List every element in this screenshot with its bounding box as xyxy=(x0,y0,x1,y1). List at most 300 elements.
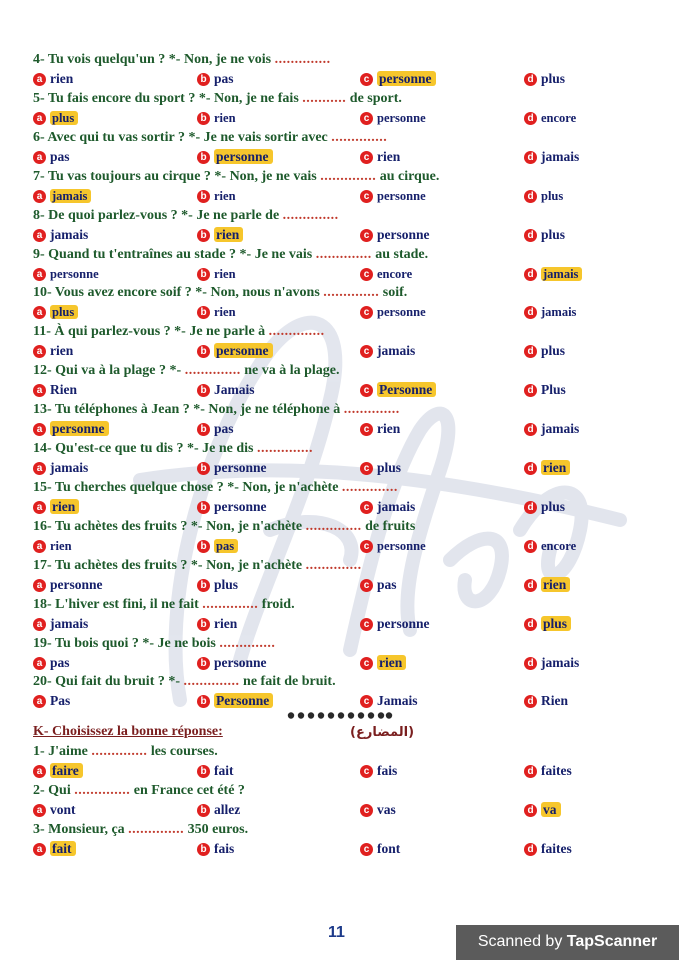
option-letter-badge: d xyxy=(524,765,537,778)
option-letter-badge: a xyxy=(33,229,46,242)
option-text: allez xyxy=(214,802,241,817)
option-letter-badge: d xyxy=(524,462,537,475)
option-text: rien xyxy=(214,615,238,631)
answer-blank: .............. xyxy=(274,52,331,67)
option-c[interactable] xyxy=(360,498,415,516)
question-text: Tu achètes des fruits ? *- Non, je n'achète xyxy=(54,557,306,573)
option-text: plus xyxy=(377,460,402,475)
option-d[interactable] xyxy=(524,840,572,858)
question-text: Tu fais encore du sport ? *- Non, je ne fais xyxy=(47,90,303,106)
answer-blank: .............. xyxy=(184,363,241,379)
option-b[interactable] xyxy=(197,615,237,633)
answer-blank: .............. xyxy=(282,207,339,223)
question-line xyxy=(33,743,218,761)
option-letter-badge: b xyxy=(197,843,210,856)
option-d[interactable] xyxy=(524,187,563,205)
option-text: plus xyxy=(541,188,564,203)
option-letter-badge: c xyxy=(360,695,373,708)
question-text: Qui va à la plage ? *- xyxy=(55,363,185,379)
option-b[interactable] xyxy=(197,537,238,555)
option-c[interactable] xyxy=(360,70,436,88)
question-text-after: au stade. xyxy=(371,246,429,262)
answer-blank: .............. xyxy=(343,402,400,418)
option-text: personne xyxy=(214,498,267,514)
option-d[interactable] xyxy=(524,342,565,360)
option-text: personne xyxy=(377,538,426,553)
option-letter-badge: a xyxy=(33,695,46,708)
question-text: Tu cherches quelque chose ? *- Non, je n'achète xyxy=(54,479,342,495)
option-text-highlighted: pas xyxy=(214,539,238,553)
answer-blank: .............. xyxy=(91,744,148,759)
option-b[interactable] xyxy=(197,342,273,360)
option-text-highlighted: faire xyxy=(50,763,83,778)
option-c[interactable] xyxy=(360,226,430,244)
question-line xyxy=(33,207,339,225)
option-letter-badge: b xyxy=(197,804,210,817)
option-d[interactable] xyxy=(524,692,568,710)
option-letter-badge: d xyxy=(524,384,537,397)
question-number: 8- xyxy=(33,207,45,223)
option-text: rien xyxy=(214,188,236,203)
option-letter-badge: c xyxy=(360,540,373,553)
question-text-after: ne va à la plage. xyxy=(240,363,340,379)
option-letter-badge: b xyxy=(197,73,210,86)
option-letter-badge: d xyxy=(524,579,537,592)
option-b[interactable] xyxy=(197,70,234,88)
answer-blank: .............. xyxy=(305,518,362,534)
option-d[interactable] xyxy=(524,420,579,438)
question-text: À qui parlez-vous ? *- Je ne parle à xyxy=(54,324,269,340)
option-b[interactable] xyxy=(197,381,255,399)
question-number: 17- xyxy=(33,557,52,573)
question-number: 6- xyxy=(33,129,45,145)
option-letter-badge: a xyxy=(33,804,46,817)
option-text: personne xyxy=(214,460,267,475)
option-letter-badge: c xyxy=(360,190,373,203)
scanner-banner xyxy=(456,925,679,960)
option-letter-badge: d xyxy=(524,695,537,708)
question-text-after: ne fait de bruit. xyxy=(239,674,336,690)
question-number: 18- xyxy=(33,596,52,612)
option-letter-badge: b xyxy=(197,151,210,164)
option-a[interactable] xyxy=(33,303,78,321)
option-a[interactable] xyxy=(33,420,109,438)
question-text: Monsieur, ça xyxy=(48,822,129,837)
option-letter-badge: b xyxy=(197,345,210,358)
question-text: Tu vois quelqu'un ? *- Non, je ne vois xyxy=(47,52,275,67)
option-text-highlighted: va xyxy=(541,802,561,817)
question-text: Qui xyxy=(48,783,75,798)
option-letter-badge: c xyxy=(360,462,373,475)
option-a[interactable] xyxy=(33,840,76,858)
question-number: 3- xyxy=(33,822,45,837)
option-letter-badge: a xyxy=(33,540,46,553)
option-b[interactable] xyxy=(197,801,240,819)
option-letter-badge: d xyxy=(524,540,537,553)
section-k-arabic-label: (المضارع) xyxy=(350,725,415,740)
option-text: jamais xyxy=(377,343,416,359)
option-d[interactable] xyxy=(524,801,561,819)
scanner-prefix: Scanned by xyxy=(477,933,567,950)
ornament-divider xyxy=(285,711,395,720)
option-letter-badge: a xyxy=(33,423,46,436)
question-number: 11- xyxy=(33,324,51,340)
question-text: Avec qui tu vas sortir ? *- Je ne vais sortir avec xyxy=(47,129,332,145)
option-letter-badge: a xyxy=(33,765,46,778)
option-b[interactable] xyxy=(197,187,236,205)
option-text: vont xyxy=(50,802,76,817)
option-d[interactable] xyxy=(524,762,572,780)
option-c[interactable] xyxy=(360,187,426,205)
question-line xyxy=(33,90,402,108)
option-text: pas xyxy=(377,576,397,592)
option-c[interactable] xyxy=(360,342,415,360)
option-letter-badge: c xyxy=(360,306,373,319)
option-text: pas xyxy=(50,148,70,164)
option-text: encore xyxy=(541,538,577,553)
question-text-after: au cirque. xyxy=(376,168,440,184)
option-text: jamais xyxy=(50,226,89,242)
question-text: Qui fait du bruit ? *- xyxy=(55,674,184,690)
option-letter-badge: b xyxy=(197,384,210,397)
option-letter-badge: b xyxy=(197,618,210,631)
option-text: rien xyxy=(50,343,74,359)
question-text-after: soif. xyxy=(379,285,408,301)
option-letter-badge: d xyxy=(524,804,537,817)
option-text: Plus xyxy=(541,382,566,398)
option-text-highlighted: plus xyxy=(50,111,78,125)
option-a[interactable] xyxy=(33,109,78,127)
option-b[interactable] xyxy=(197,303,236,321)
option-a[interactable] xyxy=(33,381,77,399)
option-letter-badge: b xyxy=(197,462,210,475)
option-letter-badge: a xyxy=(33,268,46,281)
option-letter-badge: c xyxy=(360,112,373,125)
option-letter-badge: a xyxy=(33,462,46,475)
question-line xyxy=(33,362,339,380)
option-d[interactable] xyxy=(524,615,571,633)
question-text-after: froid. xyxy=(258,596,295,612)
option-text: faites xyxy=(541,763,572,778)
option-letter-badge: b xyxy=(197,765,210,778)
option-text: personne xyxy=(377,226,430,242)
option-a[interactable] xyxy=(33,692,70,710)
option-b[interactable] xyxy=(197,840,234,858)
option-text: encore xyxy=(377,266,413,281)
option-text: fait xyxy=(214,763,234,778)
option-text-highlighted: Personne xyxy=(214,693,273,708)
option-text: plus xyxy=(541,71,566,86)
option-b[interactable] xyxy=(197,148,273,166)
option-text: rien xyxy=(377,148,401,164)
question-line xyxy=(33,440,313,458)
option-c[interactable] xyxy=(360,615,430,633)
option-letter-badge: b xyxy=(197,112,210,125)
option-text-highlighted: rien xyxy=(377,655,406,670)
option-d[interactable] xyxy=(524,654,579,672)
option-c[interactable] xyxy=(360,654,406,672)
question-number: 9- xyxy=(33,246,45,262)
option-a[interactable] xyxy=(33,187,91,205)
question-line xyxy=(33,782,245,800)
option-c[interactable] xyxy=(360,303,426,321)
answer-blank: .............. xyxy=(320,168,377,184)
question-line xyxy=(33,479,398,497)
option-text: jamais xyxy=(377,498,416,514)
option-letter-badge: a xyxy=(33,112,46,125)
option-b[interactable] xyxy=(197,576,238,594)
question-number: 1- xyxy=(33,744,45,759)
question-line xyxy=(33,51,331,69)
option-d[interactable] xyxy=(524,459,570,477)
option-d[interactable] xyxy=(524,381,566,399)
option-a[interactable] xyxy=(33,459,88,477)
option-letter-badge: a xyxy=(33,306,46,319)
option-a[interactable] xyxy=(33,801,76,819)
option-text: plus xyxy=(541,498,566,514)
question-text: Tu bois quoi ? *- Je ne bois xyxy=(54,635,220,651)
option-letter-badge: b xyxy=(197,695,210,708)
option-letter-badge: a xyxy=(33,501,46,514)
question-text-after: les courses. xyxy=(147,744,218,759)
option-text: personne xyxy=(50,266,99,281)
option-letter-badge: c xyxy=(360,151,373,164)
option-c[interactable] xyxy=(360,381,436,399)
question-text-after: 350 euros. xyxy=(184,822,249,837)
option-b[interactable] xyxy=(197,654,267,672)
option-letter-badge: c xyxy=(360,268,373,281)
option-letter-badge: c xyxy=(360,804,373,817)
option-text: rien xyxy=(214,305,236,320)
option-text: faites xyxy=(541,841,572,856)
option-a[interactable] xyxy=(33,762,83,780)
question-line xyxy=(33,518,415,536)
option-text: rien xyxy=(377,421,401,437)
option-letter-badge: c xyxy=(360,579,373,592)
option-letter-badge: d xyxy=(524,229,537,242)
option-letter-badge: b xyxy=(197,657,210,670)
option-letter-badge: c xyxy=(360,657,373,670)
option-c[interactable] xyxy=(360,459,401,477)
scanner-brand: TapScanner xyxy=(566,933,658,950)
option-text: personne xyxy=(214,654,267,670)
option-text: jamais xyxy=(50,615,89,631)
option-text-highlighted: jamais xyxy=(541,267,582,281)
option-text: personne xyxy=(377,110,426,125)
option-b[interactable] xyxy=(197,498,267,516)
option-letter-badge: a xyxy=(33,384,46,397)
option-letter-badge: d xyxy=(524,843,537,856)
option-text-highlighted: rien xyxy=(214,227,243,242)
option-d[interactable] xyxy=(524,537,576,555)
option-b[interactable] xyxy=(197,109,236,127)
question-line xyxy=(33,323,325,341)
option-text: Pas xyxy=(50,693,71,709)
answer-blank: .............. xyxy=(268,324,325,340)
option-c[interactable] xyxy=(360,148,400,166)
question-line xyxy=(33,596,295,614)
option-a[interactable] xyxy=(33,654,70,672)
option-text: plus xyxy=(541,343,566,359)
option-text: rien xyxy=(214,110,236,125)
option-text: Rien xyxy=(541,693,568,709)
answer-blank: .............. xyxy=(305,557,362,573)
question-number: 19- xyxy=(33,635,52,651)
question-text: Qu'est-ce que tu dis ? *- Je ne dis xyxy=(55,441,258,456)
question-text: L'hiver est fini, il ne fait xyxy=(55,596,203,612)
question-text-after: en France cet été ? xyxy=(130,783,245,798)
question-text: Tu vas toujours au cirque ? *- Non, je ne vais xyxy=(47,168,321,184)
option-text: encore xyxy=(541,110,577,125)
option-letter-badge: d xyxy=(524,345,537,358)
option-c[interactable] xyxy=(360,265,412,283)
option-text: Jamais xyxy=(377,693,418,709)
answer-blank: ........... xyxy=(302,90,347,106)
answer-blank: .............. xyxy=(257,441,314,456)
option-letter-badge: b xyxy=(197,268,210,281)
option-letter-badge: d xyxy=(524,657,537,670)
option-b[interactable] xyxy=(197,265,236,283)
option-text-highlighted: personne xyxy=(214,343,273,358)
option-text-highlighted: rien xyxy=(541,460,570,475)
option-c[interactable] xyxy=(360,537,426,555)
option-letter-badge: b xyxy=(197,501,210,514)
question-text: J'aime xyxy=(48,744,92,759)
option-text: jamais xyxy=(541,305,577,320)
option-text: jamais xyxy=(541,654,580,670)
option-a[interactable] xyxy=(33,342,73,360)
question-number: 20- xyxy=(33,674,52,690)
option-text: pas xyxy=(50,654,70,670)
option-text: font xyxy=(377,841,401,856)
option-text-highlighted: personne xyxy=(50,421,109,436)
answer-blank: .............. xyxy=(331,129,388,145)
option-c[interactable] xyxy=(360,420,400,438)
option-d[interactable] xyxy=(524,303,576,321)
option-b[interactable] xyxy=(197,762,234,780)
option-text-highlighted: personne xyxy=(214,149,273,164)
question-line xyxy=(33,168,439,186)
option-letter-badge: a xyxy=(33,657,46,670)
option-a[interactable] xyxy=(33,537,72,555)
option-letter-badge: c xyxy=(360,229,373,242)
option-text: plus xyxy=(541,226,566,242)
option-b[interactable] xyxy=(197,692,273,710)
option-d[interactable] xyxy=(524,576,570,594)
question-number: 4- xyxy=(33,52,45,67)
option-c[interactable] xyxy=(360,576,397,594)
option-letter-badge: c xyxy=(360,618,373,631)
option-c[interactable] xyxy=(360,762,397,780)
option-c[interactable] xyxy=(360,109,426,127)
option-letter-badge: c xyxy=(360,73,373,86)
option-letter-badge: d xyxy=(524,306,537,319)
question-text-after: de sport. xyxy=(346,90,402,106)
option-letter-badge: c xyxy=(360,384,373,397)
option-letter-badge: d xyxy=(524,501,537,514)
option-b[interactable] xyxy=(197,226,243,244)
option-text: jamais xyxy=(541,421,580,437)
option-text-highlighted: plus xyxy=(541,616,571,631)
answer-blank: .............. xyxy=(219,635,276,651)
question-text-after: de fruits xyxy=(361,518,416,534)
option-letter-badge: c xyxy=(360,423,373,436)
option-letter-badge: b xyxy=(197,306,210,319)
answer-blank: .............. xyxy=(323,285,380,301)
option-letter-badge: a xyxy=(33,345,46,358)
option-letter-badge: a xyxy=(33,73,46,86)
option-d[interactable] xyxy=(524,109,576,127)
option-d[interactable] xyxy=(524,498,565,516)
answer-blank: .............. xyxy=(202,596,259,612)
option-d[interactable] xyxy=(524,148,579,166)
option-text: jamais xyxy=(50,460,89,475)
option-text-highlighted: fait xyxy=(50,841,76,856)
option-text-highlighted: rien xyxy=(50,499,79,514)
option-text: personne xyxy=(50,576,103,592)
option-text: fais xyxy=(214,841,235,856)
option-letter-badge: c xyxy=(360,345,373,358)
option-text: rien xyxy=(214,266,236,281)
question-number: 7- xyxy=(33,168,45,184)
option-d[interactable] xyxy=(524,226,565,244)
option-d[interactable] xyxy=(524,265,582,283)
question-line xyxy=(33,557,362,575)
option-c[interactable] xyxy=(360,840,400,858)
option-a[interactable] xyxy=(33,615,88,633)
option-d[interactable] xyxy=(524,70,565,88)
option-letter-badge: d xyxy=(524,423,537,436)
option-b[interactable] xyxy=(197,420,234,438)
option-text: pas xyxy=(214,421,234,437)
answer-blank: .............. xyxy=(74,783,131,798)
option-a[interactable] xyxy=(33,226,88,244)
section-k-title: K- Choisissez la bonne réponse: xyxy=(33,724,223,739)
option-letter-badge: d xyxy=(524,268,537,281)
option-text: vas xyxy=(377,802,396,817)
option-text-highlighted: plus xyxy=(50,305,78,319)
option-letter-badge: d xyxy=(524,151,537,164)
option-text-highlighted: jamais xyxy=(50,189,91,203)
question-number: 15- xyxy=(33,479,52,495)
option-a[interactable] xyxy=(33,498,79,516)
option-text: Jamais xyxy=(214,382,255,398)
option-letter-badge: d xyxy=(524,112,537,125)
option-text: jamais xyxy=(541,148,580,164)
option-a[interactable] xyxy=(33,70,73,88)
option-text: pas xyxy=(214,71,234,86)
option-letter-badge: d xyxy=(524,618,537,631)
option-letter-badge: a xyxy=(33,618,46,631)
option-a[interactable] xyxy=(33,148,70,166)
page-number: 11 xyxy=(328,924,345,941)
option-text: rien xyxy=(50,71,74,86)
option-c[interactable] xyxy=(360,801,396,819)
option-text: fais xyxy=(377,763,398,778)
option-letter-badge: a xyxy=(33,579,46,592)
option-text: Rien xyxy=(50,382,77,398)
option-a[interactable] xyxy=(33,576,103,594)
option-text: plus xyxy=(214,576,239,592)
option-c[interactable] xyxy=(360,692,418,710)
option-b[interactable] xyxy=(197,459,267,477)
option-a[interactable] xyxy=(33,265,99,283)
option-text: personne xyxy=(377,615,430,631)
option-letter-badge: d xyxy=(524,73,537,86)
option-letter-badge: a xyxy=(33,843,46,856)
option-text: personne xyxy=(377,305,426,320)
option-text: rien xyxy=(50,538,72,553)
